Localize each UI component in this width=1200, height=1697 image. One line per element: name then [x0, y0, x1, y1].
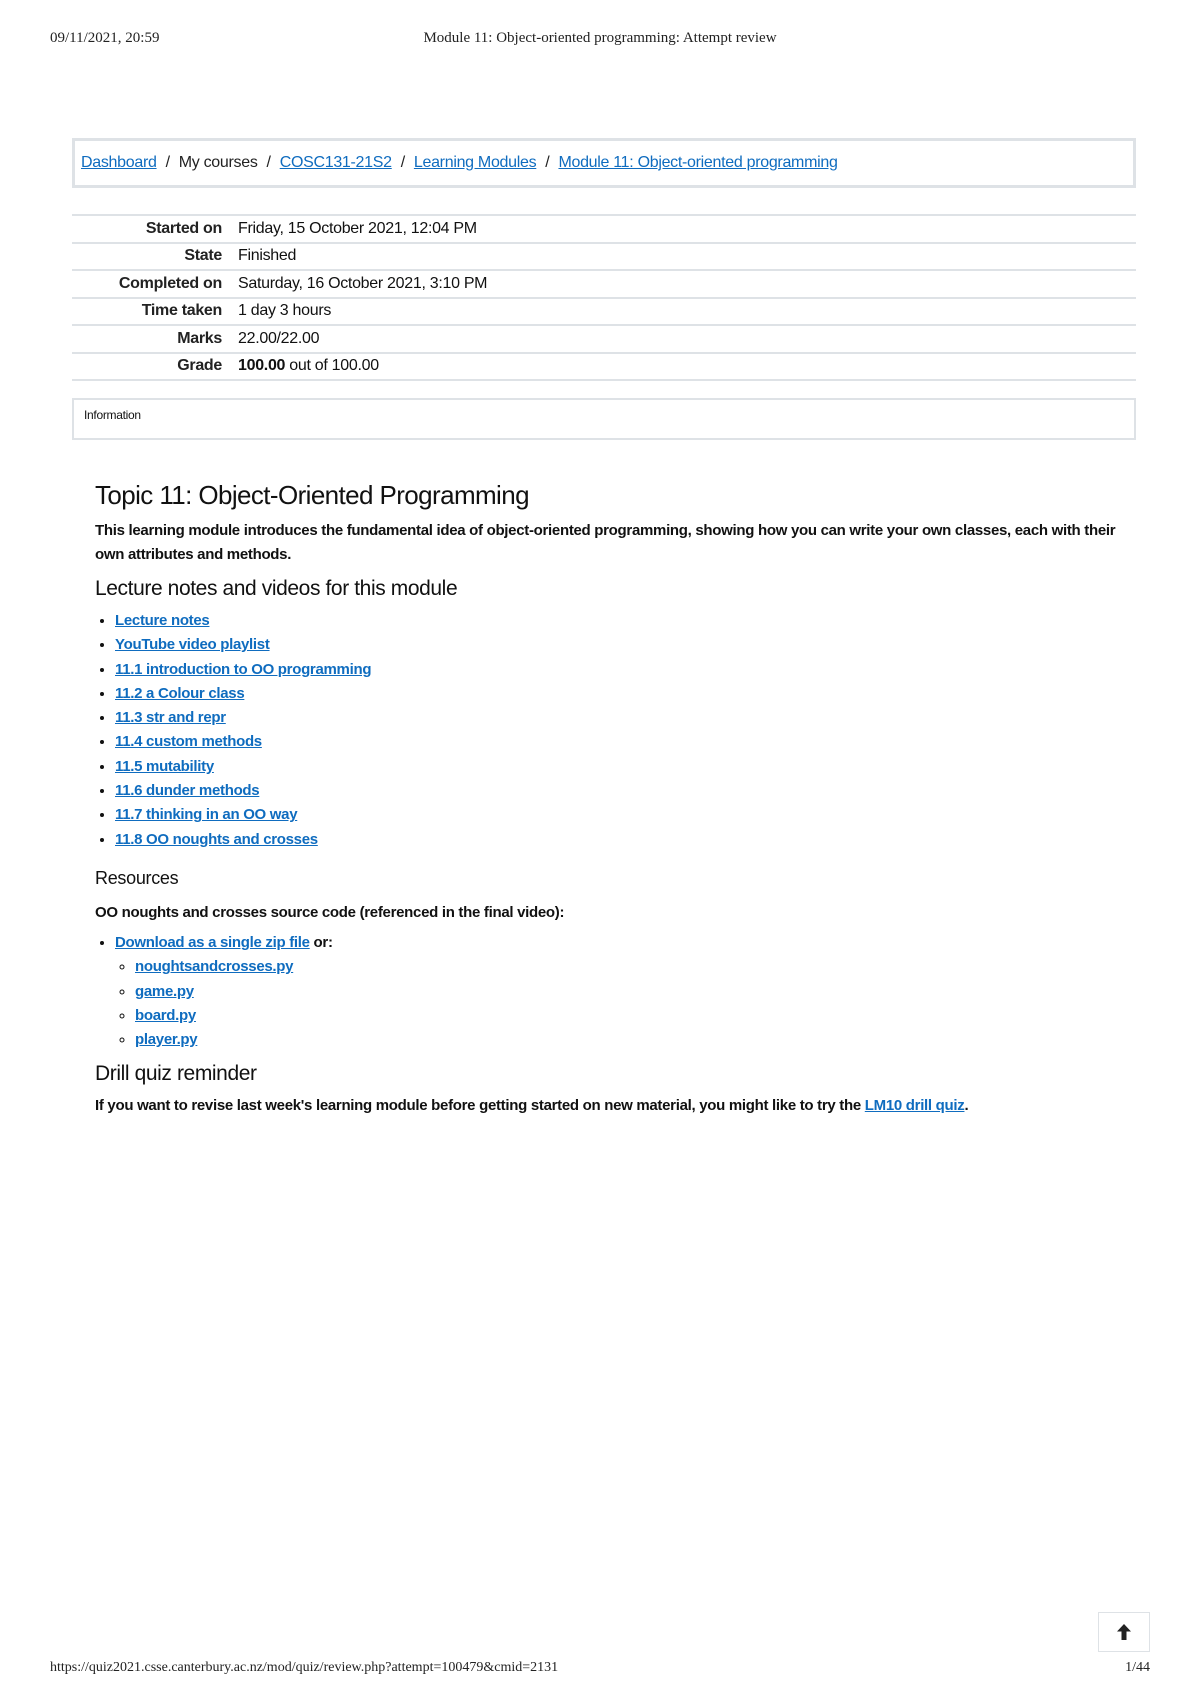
information-box — [72, 398, 1136, 440]
lecture-notes-link[interactable]: Lecture notes — [115, 612, 210, 629]
summary-value: Friday, 15 October 2021, 12:04 PM — [230, 215, 1136, 243]
video-link[interactable]: 11.3 str and repr — [115, 709, 226, 727]
summary-value: 1 day 3 hours — [230, 298, 1136, 326]
summary-row-started — [72, 215, 1136, 243]
arrow-up-icon — [1116, 1623, 1132, 1641]
lecture-links-list — [95, 609, 1135, 852]
list-item — [115, 803, 1135, 827]
print-footer — [50, 1660, 1150, 1680]
breadcrumb-learning-modules-link[interactable]: Learning Modules — [413, 154, 537, 171]
summary-label: Started on — [72, 215, 230, 243]
breadcrumb — [72, 138, 1136, 188]
drill-quiz-link[interactable]: LM10 drill quiz — [864, 1097, 965, 1115]
list-item — [115, 609, 1135, 633]
information-label: Information — [84, 408, 141, 422]
resources-heading: Resources — [95, 867, 179, 888]
list-item — [115, 931, 1135, 1052]
summary-value: 22.00/22.00 — [230, 325, 1136, 353]
video-link[interactable]: 11.7 thinking in an OO way — [115, 806, 298, 824]
resources-list — [95, 931, 1135, 1052]
list-item — [115, 755, 1135, 779]
list-item — [135, 1028, 1135, 1052]
list-item — [115, 706, 1135, 730]
grade-out-of: out of 100.00 — [289, 357, 379, 375]
drill-text-end: . — [964, 1097, 969, 1115]
resources-text: OO noughts and crosses source code (referenced in the final video): — [95, 903, 565, 921]
drill-heading: Drill quiz reminder — [95, 1062, 257, 1086]
source-file-link[interactable]: game.py — [135, 982, 194, 1000]
topic-title: Topic 11: Object-Oriented Programming — [95, 480, 529, 510]
attempt-summary-table — [72, 214, 1136, 381]
summary-row-grade — [72, 353, 1136, 381]
summary-label: Time taken — [72, 298, 230, 326]
lecture-heading: Lecture notes and videos for this module — [95, 577, 458, 600]
grade-value: 100.00 — [238, 357, 286, 375]
print-header — [50, 30, 1150, 52]
print-page-title: Module 11: Object-oriented programming: Attempt review — [423, 30, 777, 46]
list-item — [135, 955, 1135, 979]
summary-row-state — [72, 243, 1136, 271]
summary-value: Saturday, 16 October 2021, 3:10 PM — [230, 270, 1136, 298]
summary-value — [230, 353, 1136, 381]
summary-value: Finished — [230, 243, 1136, 271]
list-item — [115, 730, 1135, 754]
video-link[interactable]: 11.2 a Colour class — [115, 684, 245, 702]
summary-label: Marks — [72, 325, 230, 353]
print-page-number: 1/44 — [1125, 1660, 1150, 1675]
video-link[interactable]: 11.4 custom methods — [115, 733, 262, 751]
video-link[interactable]: 11.8 OO noughts and crosses — [115, 830, 318, 848]
summary-row-marks — [72, 325, 1136, 353]
print-date: 09/11/2021, 20:59 — [50, 30, 160, 46]
summary-row-time-taken — [72, 298, 1136, 326]
youtube-playlist-link[interactable]: YouTube video playlist — [115, 636, 270, 654]
download-zip-link[interactable]: Download as a single zip file — [115, 933, 310, 951]
video-link[interactable]: 11.1 introduction to OO programming — [115, 660, 372, 678]
print-url: https://quiz2021.csse.canterbury.ac.nz/mod/quiz/review.php?attempt=100479&cmid=2131 — [50, 1660, 559, 1675]
summary-label: Grade — [72, 353, 230, 381]
video-link[interactable]: 11.5 mutability — [115, 757, 214, 775]
summary-label: Completed on — [72, 270, 230, 298]
list-item — [115, 779, 1135, 803]
source-file-link[interactable]: player.py — [135, 1031, 198, 1049]
breadcrumb-dashboard-link[interactable]: Dashboard — [81, 154, 157, 171]
list-item — [115, 682, 1135, 706]
breadcrumb-separator: / — [165, 154, 170, 171]
download-suffix: or: — [309, 933, 333, 951]
summary-row-completed — [72, 270, 1136, 298]
video-link[interactable]: 11.6 dunder methods — [115, 782, 260, 800]
drill-text-body: If you want to revise last week's learning module before getting started on new material, you might like to try the — [95, 1097, 865, 1115]
list-item — [135, 980, 1135, 1004]
list-item — [115, 633, 1135, 657]
topic-content — [95, 480, 1135, 1124]
list-item — [135, 1004, 1135, 1028]
breadcrumb-separator: / — [266, 154, 271, 171]
drill-text — [95, 1094, 1135, 1118]
scroll-to-top-button[interactable] — [1098, 1612, 1150, 1652]
source-file-link[interactable]: noughtsandcrosses.py — [135, 958, 294, 976]
breadcrumb-separator: / — [400, 154, 405, 171]
breadcrumb-course-link[interactable]: COSC131-21S2 — [279, 154, 392, 171]
list-item — [115, 828, 1135, 852]
source-file-link[interactable]: board.py — [135, 1006, 196, 1024]
summary-label: State — [72, 243, 230, 271]
list-item — [115, 658, 1135, 682]
breadcrumb-my-courses: My courses — [178, 154, 258, 171]
topic-intro: This learning module introduces the fundamental idea of object-oriented programming, showing how you can write your own classes, each with their own attributes and methods. — [95, 522, 1116, 563]
source-files-list — [115, 955, 1135, 1052]
breadcrumb-module-link[interactable]: Module 11: Object-oriented programming — [558, 154, 838, 171]
breadcrumb-separator: / — [545, 154, 550, 171]
